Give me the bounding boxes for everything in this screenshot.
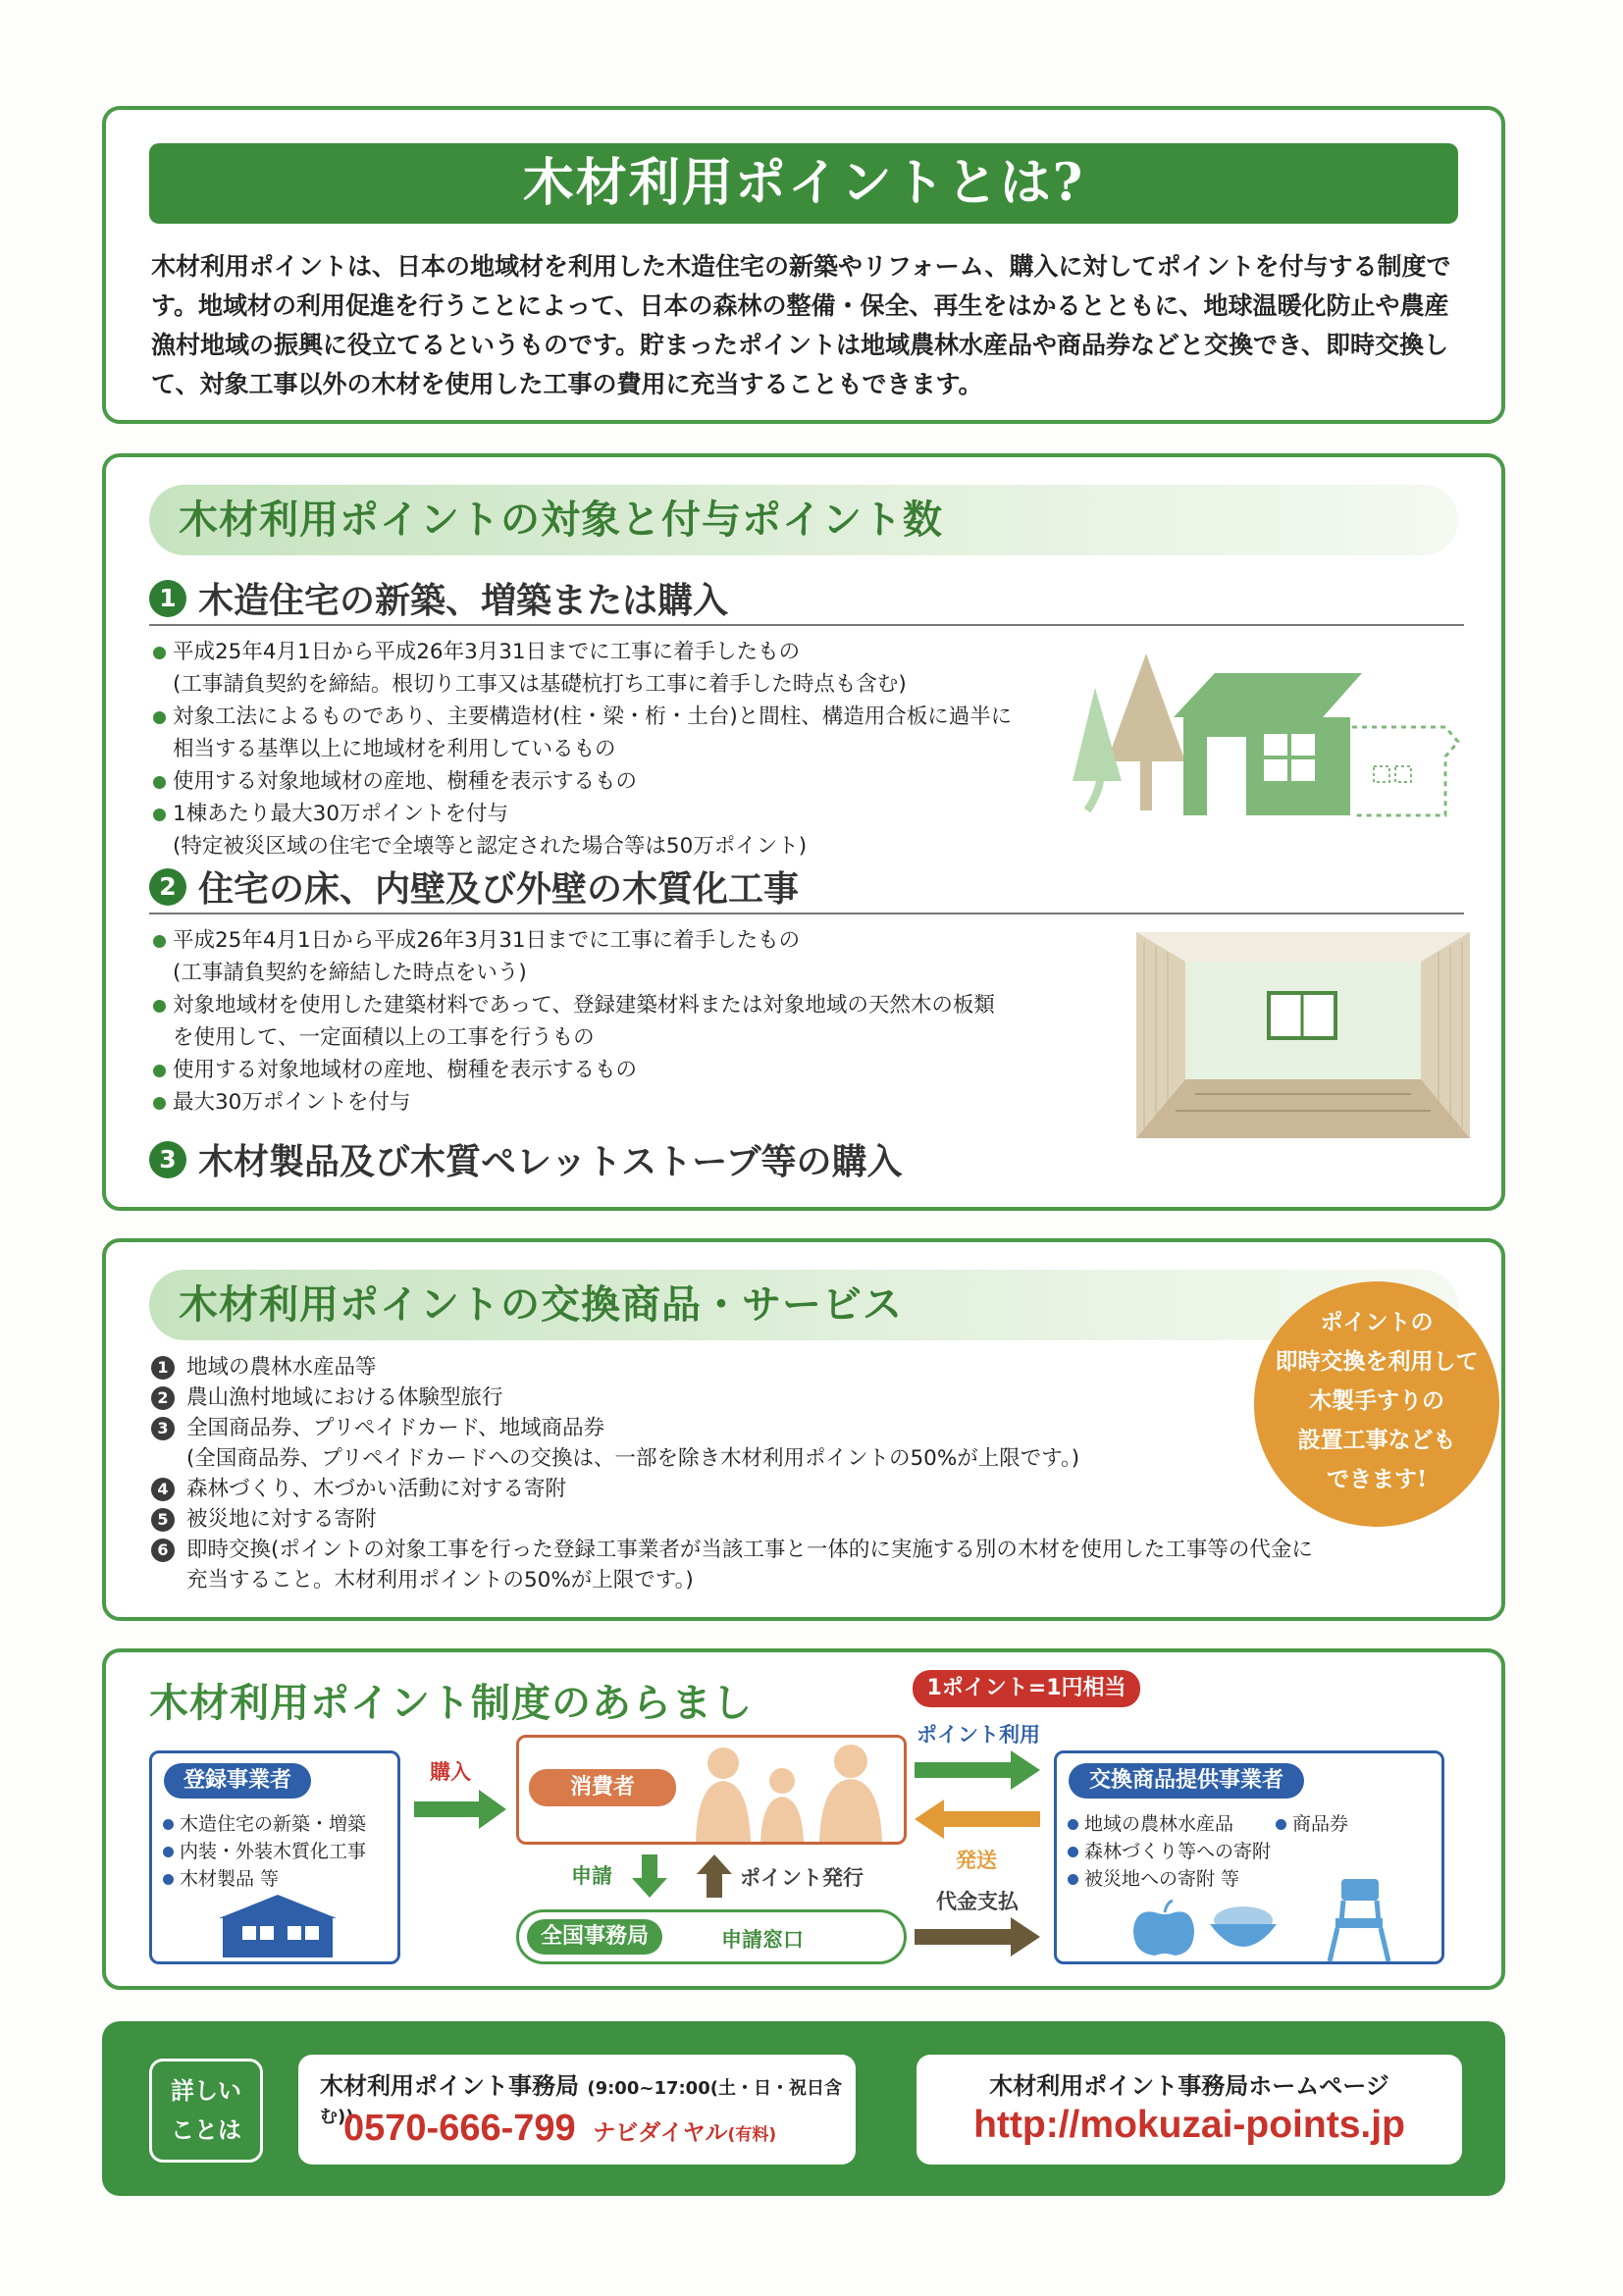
target-1-number: 1 [149,580,186,617]
registered-business-label: 登録事業者 [164,1763,311,1799]
target-1-title: 木造住宅の新築、増築または購入 [198,580,729,621]
target-2-title: 住宅の床、内壁及び外壁の木質化工事 [198,868,800,910]
overview-heading: 木材利用ポイント制度のあらまし [149,1680,753,1726]
target-1-bullet-4: 1棟あたり最大30万ポイントを付与 (特定被災区域の住宅で全壊等と認定された場合等は50万ポイント) [151,798,1073,862]
target-1-rule [149,624,1464,626]
provider-list-secondary [1275,1810,1348,1838]
target-2-bullet-2: 対象地域材を使用した建築材料であって、登録建築材料または対象地域の天然木の板類 を使用して、一定面積以上の工事を行うもの [151,989,1132,1054]
small-house-icon [209,1893,346,1957]
registered-business-list [162,1810,366,1893]
phone-number[interactable]: 0570-666-799 [343,2108,576,2149]
point-issue-arrow-icon [697,1854,732,1898]
intro-title: 木材利用ポイントとは? [149,143,1458,224]
contact-footer [102,2021,1505,2196]
provider-box [1054,1750,1444,1964]
exchange-item: 4 森林づくり、木づかい活動に対する寄附 [151,1474,1446,1504]
rice-bowl-icon [1204,1901,1283,1959]
target-2-list [151,924,1132,1119]
ship-label: 発送 [956,1849,997,1872]
target-2-number: 2 [149,868,186,906]
point-rate-badge: 1ポイント=1円相当 [913,1670,1140,1707]
exchange-item: 6 即時交換(ポイントの対象工事を行った登録工事業者が当該工事と一体的に実施する別の木材を使用した工事等の代金に 充当すること。木材利用ポイントの50%が上限です。) [151,1535,1446,1595]
target-1-list [151,636,1073,862]
targets-heading: 木材利用ポイントの対象と付与ポイント数 [149,485,1458,555]
exchange-item: 1 地域の農林水産品等 [151,1352,1446,1383]
target-2-rule [149,913,1464,914]
overview-panel [102,1648,1505,1990]
house-with-trees-illustration [1068,634,1460,830]
payment-arrow-icon [915,1917,1042,1957]
exchange-item: 2 農山漁村地域における体験型旅行 [151,1383,1446,1413]
details-badge: 詳しい ことは [149,2059,263,2163]
point-use-label: ポイント利用 [916,1723,1040,1747]
intro-panel [102,106,1505,424]
apply-label: 申請 [571,1864,612,1888]
family-silhouette-icon [684,1744,900,1842]
intro-body: 木材利用ポイントは、日本の地域材を利用した木造住宅の新築やリフォーム、購入に対してポイントを付与する制度です。地域材の利用促進を行うことによって、日本の森林の整備・保全、再生をはかるとともに、地球温暖化防止や農産漁村地域の振興に役立てるというものです。貯まったポイントは地域農林水産品や商品券などと交換でき、即時交換して、対象工事以外の木材を使用した工事の費用に充当することもできます。 [151,252,1451,398]
room-interior-illustration [1136,932,1470,1138]
list-item: 木造住宅の新築・増築 [162,1810,366,1838]
navi-dial-label: ナビダイヤル [593,2120,728,2146]
tree-1-icon [1107,653,1185,761]
exchange-panel [102,1238,1505,1621]
office-label: 全国事務局 [527,1919,662,1955]
exchange-list [151,1352,1446,1595]
office-box [516,1909,907,1964]
apply-arrow-icon [632,1854,667,1898]
target-2-bullet-1: 平成25年4月1日から平成26年3月31日までに工事に着手したもの (工事請負契約を締結した時点をいう) [151,924,1132,989]
point-issue-label: ポイント発行 [740,1866,864,1890]
target-3-heading [149,1134,902,1184]
target-2-bullet-3: 使用する対象地域材の産地、樹種を表示するもの [151,1054,1132,1086]
list-item: 商品券 [1275,1810,1348,1838]
target-2-heading [149,861,799,912]
exchange-item: 5 被災地に対する寄附 [151,1504,1446,1535]
consumer-label: 消費者 [529,1769,676,1806]
target-1-bullet-3: 使用する対象地域材の産地、樹種を表示するもの [151,765,1073,798]
target-1-bullet-1: 平成25年4月1日から平成26年3月31日までに工事に着手したもの (工事請負契約を締結。根切り工事又は基礎杭打ち工事に着手した時点も含む) [151,636,1073,701]
list-item: 内装・外装木質化工事 [162,1838,366,1865]
list-item: 被災地への寄附 等 [1067,1865,1271,1893]
list-item: 森林づくり等への寄附 [1067,1838,1271,1865]
homepage-url-link[interactable]: http://mokuzai-points.jp [973,2104,1405,2146]
target-2-bullet-4: 最大30万ポイントを付与 [151,1086,1132,1119]
targets-panel [102,453,1505,1211]
purchase-label: 購入 [430,1760,471,1784]
target-1-bullet-2: 対象工法によるものであり、主要構造材(柱・梁・桁・土台)と間柱、構造用合板に過半に 相当する基準以上に地域材を利用しているもの [151,701,1073,765]
list-item: 木材製品 等 [162,1865,366,1893]
office-hours: (9:00~17:00(土・日・祝日含む)) [320,2078,842,2127]
office-title: 木材利用ポイント事務局 [320,2072,579,2100]
instant-exchange-badge: ポイントの 即時交換を利用して 木製手すりの 設置工事なども できます! [1254,1281,1499,1527]
target-1-heading [149,573,728,623]
navi-dial-note: (有料) [727,2125,777,2145]
provider-label: 交換商品提供事業者 [1069,1763,1304,1799]
target-3-title: 木材製品及び木質ペレットストーブ等の購入 [198,1141,903,1182]
consumer-box [516,1735,907,1845]
payment-label: 代金支払 [936,1890,1019,1913]
office-contact-card [298,2055,856,2165]
purchase-arrow-icon [414,1790,508,1829]
chair-icon [1314,1875,1402,1963]
list-item: 地域の農林水産品 [1067,1810,1271,1838]
exchange-heading: 木材利用ポイントの交換商品・サービス [149,1270,1458,1340]
house-roof-icon [1174,673,1362,717]
target-3-number: 3 [149,1141,186,1178]
exchange-item: 3 全国商品券、プリペイドカード、地域商品券 (全国商品券、プリペイドカードへの交換は、一部を除き木材利用ポイントの50%が上限です。) [151,1413,1446,1474]
homepage-title: 木材利用ポイント事務局ホームページ [989,2072,1389,2100]
homepage-card [916,2055,1462,2165]
point-use-arrow-icon [915,1750,1042,1790]
application-window-label: 申請窓口 [721,1928,804,1952]
ship-arrow-icon [915,1800,1042,1839]
provider-list [1067,1810,1271,1893]
registered-business-box [149,1750,400,1964]
